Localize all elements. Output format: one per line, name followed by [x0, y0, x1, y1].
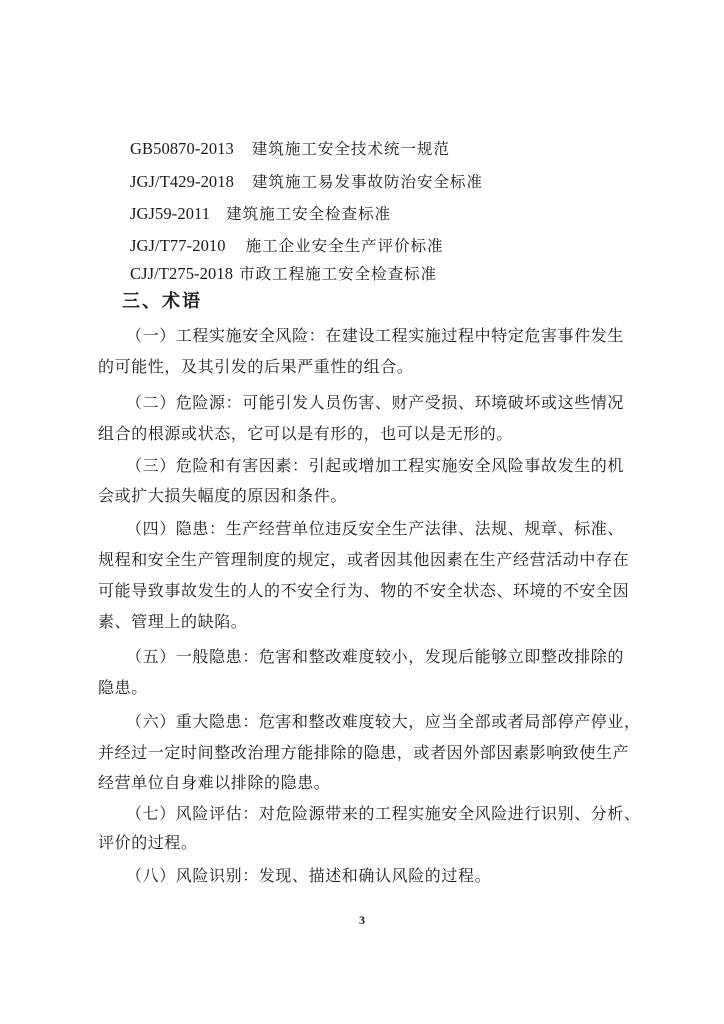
standard-item	[130, 263, 437, 285]
definition-line: （四）隐患：生产经营单位违反安全生产法律、法规、规章、标准、	[126, 519, 625, 538]
definition-line: 会或扩大损失幅度的原因和条件。	[98, 486, 348, 505]
standard-name: 市政工程施工安全检查标准	[239, 265, 438, 283]
definition-line: （五）一般隐患：危害和整改难度较小，发现后能够立即整改排除的	[126, 647, 625, 666]
definition-line: （八）风险识别：发现、描述和确认风险的过程。	[126, 866, 492, 885]
definition-line: 评价的过程。	[98, 833, 198, 852]
standard-code: GB50870-2013	[130, 139, 234, 158]
standard-code: CJJ/T275-2018	[130, 264, 234, 283]
standard-item	[130, 171, 483, 193]
definition-line: （六）重大隐患：危害和整改难度较大，应当全部或者局部停产停业，	[126, 712, 641, 731]
standard-name: 建筑施工易发事故防治安全标准	[251, 173, 483, 191]
standard-name: 建筑施工安全检查标准	[226, 205, 392, 223]
definition-line: 组合的根源或状态，它可以是有形的，也可以是无形的。	[98, 424, 514, 443]
standard-item	[130, 138, 450, 160]
definition-line: （七）风险评估：对危险源带来的工程实施安全风险进行识别、分析、	[126, 804, 641, 823]
definition-line: 隐患。	[98, 678, 148, 697]
page-number: 3	[359, 913, 365, 927]
standard-item	[130, 203, 391, 225]
standard-code: JGJ/T77-2010	[130, 236, 226, 255]
section-heading: 三、术语	[122, 291, 202, 312]
standard-code: JGJ59-2011	[130, 204, 211, 223]
definition-line: 并经过一定时间整改治理方能排除的隐患，或者因外部因素影响致使生产	[98, 743, 630, 762]
definition-line: 经营单位自身难以排除的隐患。	[98, 773, 331, 792]
definition-line: （一）工程实施安全风险：在建设工程实施过程中特定危害事件发生	[126, 326, 625, 345]
definition-line: 规程和安全生产管理制度的规定，或者因其他因素在生产经营活动中存在	[98, 550, 630, 569]
definition-line: 可能导致事故发生的人的不安全行为、物的不安全状态、环境的不安全因	[98, 581, 630, 600]
definition-line: （三）危险和有害因素：引起或增加工程实施安全风险事故发生的机	[126, 456, 625, 475]
definition-line: 的可能性，及其引发的后果严重性的组合。	[98, 357, 414, 376]
standard-code: JGJ/T429-2018	[130, 172, 234, 191]
standard-name: 施工企业安全生产评价标准	[245, 237, 444, 255]
definition-line: 素、管理上的缺陷。	[98, 612, 248, 631]
standard-item	[130, 235, 444, 257]
standard-name: 建筑施工安全技术统一规范	[251, 140, 450, 158]
definition-line: （二）危险源：可能引发人员伤害、财产受损、环境破坏或这些情况	[126, 393, 625, 412]
